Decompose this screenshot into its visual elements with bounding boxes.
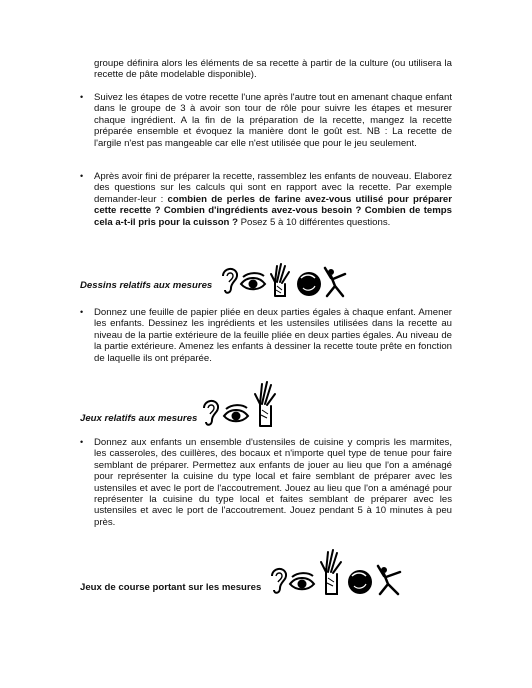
eye-icon: [290, 573, 314, 589]
ear-icon: [223, 269, 237, 293]
paragraph-dessins: Donnez une feuille de papier pliée en deux parties égales à chaque enfant. Amener les enfants. Dessinez les ingrédients et les ustensiles utilisées dans la recette au niveau de la partie extérieure de la feuille pliée en deux parties égales. Au niveau de la partie extérieure. Amenez les enfants à dessiner la recette toute prête en fonction de laquelle ils ont préparée.: [94, 307, 452, 364]
hand-icon: [321, 550, 341, 594]
head-icon: [297, 272, 321, 296]
icons-group-1: [219, 262, 355, 298]
eye-icon: [224, 405, 248, 421]
stretching-person-icon: [325, 268, 345, 296]
stretching-person-icon: [378, 566, 400, 594]
paragraph-steps: Suivez les étapes de votre recette l'une après l'autre tout en amenant chaque enfant dans le groupe de 3 à avoir son tour de rôle pour suivre les étapes et mesurer chaque ingrédient. A la fin de la préparation de la recette, mangez la recette préparée ensemble et évoquez la manière dont le goût est. NB : La recette de l'argile n'est pas mangeable car elle n'est utilisée que pour le jeu seulement.: [94, 92, 452, 149]
hand-icon: [255, 382, 275, 426]
questions-outro: Posez 5 à 10 différentes questions.: [237, 216, 391, 228]
bullet: •: [80, 92, 84, 102]
ear-icon: [272, 569, 286, 593]
heading-course: Jeux de course portant sur les mesures: [80, 582, 262, 593]
questions-bold: combien de perles de farine avez-vous utilisé pour préparer cette recette ? Combien d'ingrédients avez-vous besoin ? Combien de temps cela a-t-il pris pour la cuisson ?: [94, 193, 452, 228]
eye-icon: [241, 273, 265, 289]
paragraph-jeux: Donnez aux enfants un ensemble d'ustensiles de cuisine y compris les marmites, les casseroles, des cuillères, des bocaux et n'importe quel type de tenue pour faire semblant de préparer. Permettez aux enfants de jouer au lieu que l'on a aménagé pour représenter la cuisine du type local et faire semblant de préparer avec les ustensiles et avec le port de l'accoutrement. Jouez au lieu que l'on a aménagé pour représenter la cuisine du type local et faites semblant de préparer avec les ustensiles et avec le port de l'accoutrement. Jouez pendant 5 à 10 minutes à peu près.: [94, 437, 452, 528]
paragraph-continuation: groupe définira alors les éléments de sa recette à partir de la culture (ou utilisera la recette de pâte modelable disponible).: [94, 58, 452, 81]
head-icon: [348, 570, 372, 594]
bullet: •: [80, 437, 84, 447]
heading-jeux: Jeux relatifs aux mesures: [80, 413, 198, 424]
icons-group-2: [202, 380, 282, 428]
heading-dessins: Dessins relatifs aux mesures: [80, 280, 213, 291]
bullet: •: [80, 171, 84, 181]
hand-icon: [271, 264, 289, 296]
icons-group-3: [268, 548, 408, 596]
ear-icon: [204, 401, 218, 425]
questions-intro: Après avoir fini de préparer la recette, rassemblez les enfants de nouveau. Elaborez des questions sur les calculs qui sont en rapport avec la recette. Par exemple demander-leur :: [94, 171, 452, 205]
paragraph-questions: [94, 171, 452, 228]
bullet: •: [80, 307, 84, 317]
